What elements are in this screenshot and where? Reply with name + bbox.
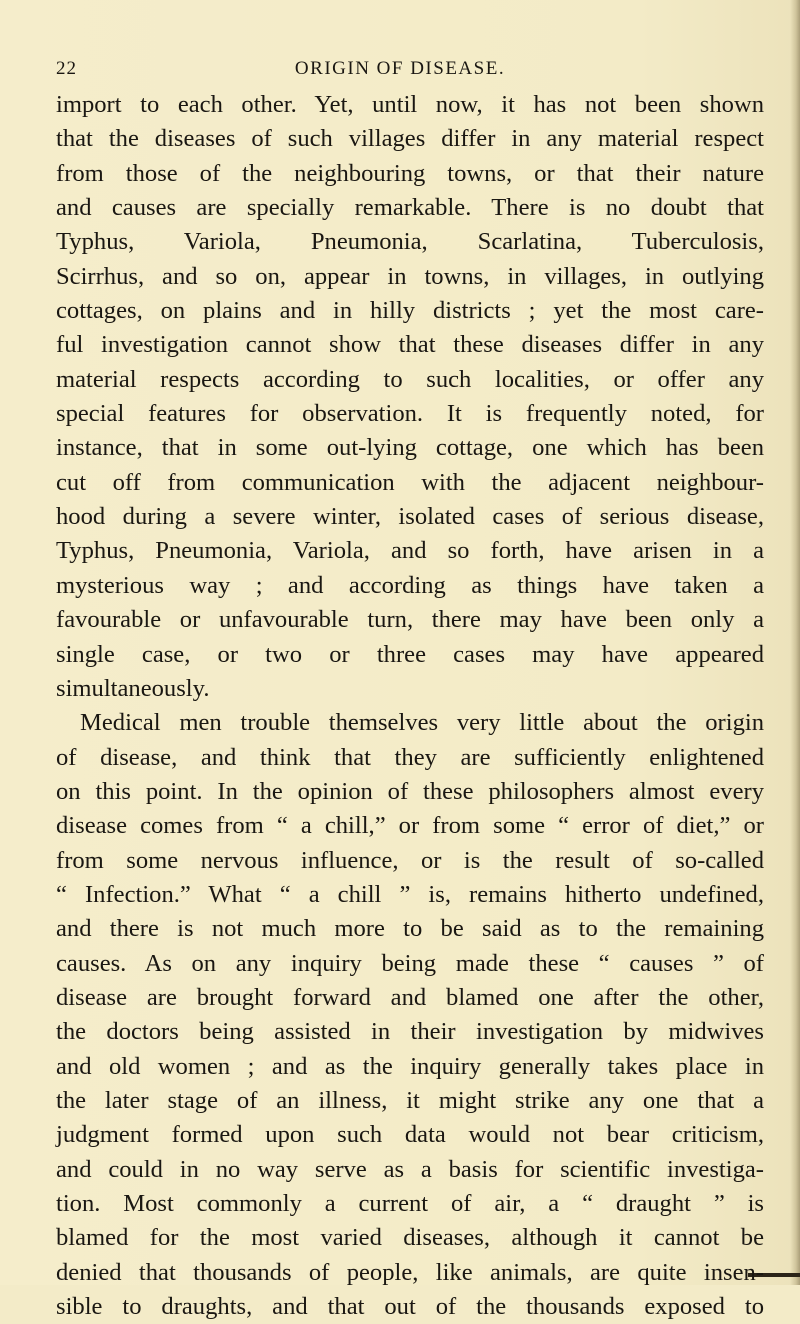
text-line: Scirrhus, and so on, appear in towns, in villages, in outlying (56, 262, 764, 290)
page-number: 22 (56, 58, 77, 79)
text-line: single case, or two or three cases may have appeared (56, 640, 764, 668)
text-line: import to each other. Yet, until now, it has not been shown (56, 91, 764, 118)
text-line: that the diseases of such villages differ in any material respect (56, 125, 764, 153)
text-line: disease are brought forward and blamed one after the other, (56, 983, 764, 1011)
text-line: judgment formed upon such data would not bear criticism, (56, 1121, 764, 1149)
text-line: and causes are specially remarkable. There is no doubt that (56, 194, 764, 222)
text-line: from those of the neighbouring towns, or that their nature (56, 159, 764, 187)
body-text (56, 88, 764, 1324)
page-binding-edge (790, 0, 800, 1285)
text-line: Typhus, Pneumonia, Variola, and so forth, have arisen in a (56, 537, 764, 565)
text-line: hood during a severe winter, isolated cases of serious disease, (56, 503, 764, 531)
text-line: from some nervous influence, or is the result of so-called (56, 846, 764, 874)
text-line: simultaneously. (56, 674, 210, 702)
text-line: ful investigation cannot show that these diseases differ in any (56, 331, 764, 359)
text-line: causes. As on any inquiry being made these “ causes ” of (56, 949, 764, 977)
text-line: the doctors being assisted in their investigation by midwives (56, 1018, 764, 1046)
text-line: and could in no way serve as a basis for scientific investiga- (56, 1155, 764, 1183)
text-line: disease comes from “ a chill,” or from some “ error of diet,” or (56, 812, 764, 840)
text-line: denied that thousands of people, like animals, are quite insen- (56, 1258, 764, 1286)
page-header (56, 58, 744, 84)
text-line: instance, that in some out-lying cottage, one which has been (56, 434, 764, 462)
text-line: and there is not much more to be said as to the remaining (56, 915, 764, 943)
text-line: cottages, on plains and in hilly districts ; yet the most care- (56, 297, 764, 325)
text-line: the later stage of an illness, it might strike any one that a (56, 1086, 764, 1114)
text-line: and old women ; and as the inquiry generally takes place in (56, 1052, 764, 1080)
text-line: Medical men trouble themselves very little about the origin (80, 709, 764, 737)
text-line: cut off from communication with the adjacent neighbour- (56, 468, 764, 496)
text-line: on this point. In the opinion of these philosophers almost every (56, 777, 764, 805)
text-line: mysterious way ; and according as things have taken a (56, 571, 764, 599)
running-head: ORIGIN OF DISEASE. (294, 58, 506, 79)
text-line: material respects according to such localities, or offer any (56, 365, 764, 393)
text-line: sible to draughts, and that out of the thousands exposed to (56, 1293, 764, 1321)
text-line: favourable or unfavourable turn, there may have been only a (56, 606, 764, 634)
text-line: “ Infection.” What “ a chill ” is, remains hitherto undefined, (56, 880, 764, 908)
text-line: tion. Most commonly a current of air, a “ draught ” is (56, 1190, 764, 1217)
text-line: Typhus, Variola, Pneumonia, Scarlatina, Tuberculosis, (56, 228, 764, 256)
text-line: of disease, and think that they are sufficiently enlightened (56, 743, 764, 771)
text-line: blamed for the most varied diseases, although it cannot be (56, 1224, 764, 1252)
text-line: special features for observation. It is frequently noted, for (56, 400, 764, 428)
